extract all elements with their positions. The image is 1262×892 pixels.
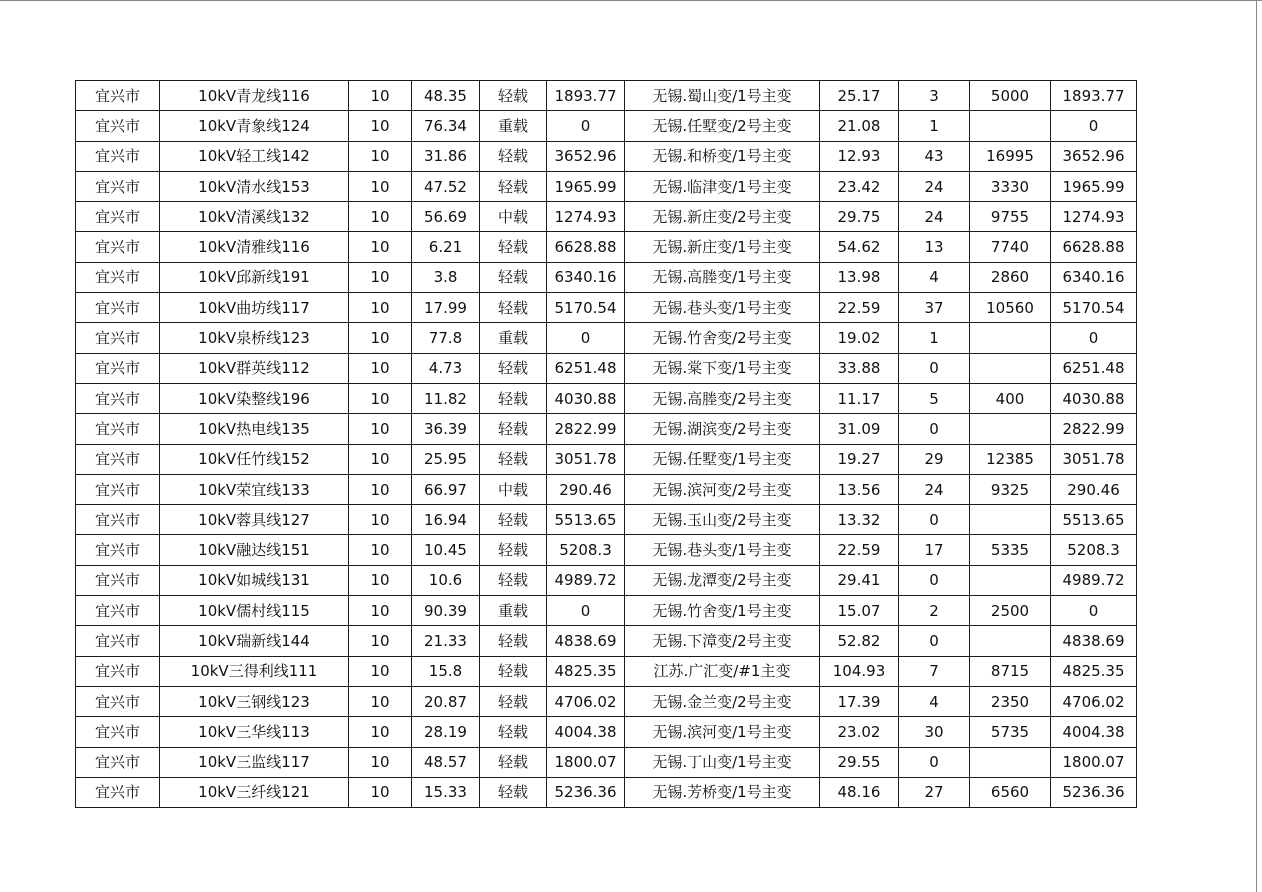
line-name-cell: 10kV邱新线191: [160, 262, 349, 292]
load-status-cell: 轻载: [480, 686, 547, 716]
capacity-cell: [970, 747, 1051, 777]
city-cell: 宜兴市: [76, 353, 160, 383]
line-name-cell: 10kV热电线135: [160, 414, 349, 444]
capacity-margin-cell: 290.46: [547, 474, 625, 504]
table-row: [76, 293, 1137, 323]
capacity-cell: [970, 505, 1051, 535]
transformer-load-cell: 13.56: [820, 474, 899, 504]
city-cell: 宜兴市: [76, 777, 160, 807]
voltage-cell: 10: [349, 81, 412, 111]
transformer-load-cell: 15.07: [820, 596, 899, 626]
capacity-margin-cell: 6340.16: [547, 262, 625, 292]
city-cell: 宜兴市: [76, 383, 160, 413]
count-cell: 13: [899, 232, 970, 262]
load-status-cell: 轻载: [480, 747, 547, 777]
voltage-cell: 10: [349, 717, 412, 747]
transformer-load-cell: 52.82: [820, 626, 899, 656]
margin-cell: 5170.54: [1051, 293, 1137, 323]
table-row: [76, 626, 1137, 656]
capacity-cell: 9755: [970, 202, 1051, 232]
page-right-edge: [1256, 0, 1257, 892]
load-status-cell: 轻载: [480, 565, 547, 595]
city-cell: 宜兴市: [76, 323, 160, 353]
count-cell: 0: [899, 353, 970, 383]
city-cell: 宜兴市: [76, 293, 160, 323]
load-status-cell: 轻载: [480, 656, 547, 686]
voltage-cell: 10: [349, 323, 412, 353]
margin-cell: 0: [1051, 111, 1137, 141]
city-cell: 宜兴市: [76, 626, 160, 656]
capacity-cell: 3330: [970, 171, 1051, 201]
table-body: [76, 81, 1137, 808]
load-status-cell: 轻载: [480, 414, 547, 444]
capacity-margin-cell: 4004.38: [547, 717, 625, 747]
line-name-cell: 10kV曲坊线117: [160, 293, 349, 323]
page-top-edge: [0, 0, 1262, 1]
load-status-cell: 轻载: [480, 505, 547, 535]
transformer-cell: 无锡.竹舍变/1号主变: [625, 596, 820, 626]
load-status-cell: 轻载: [480, 777, 547, 807]
capacity-margin-cell: 3051.78: [547, 444, 625, 474]
transformer-load-cell: 21.08: [820, 111, 899, 141]
count-cell: 0: [899, 414, 970, 444]
load-status-cell: 轻载: [480, 232, 547, 262]
margin-cell: 6628.88: [1051, 232, 1137, 262]
transformer-load-cell: 11.17: [820, 383, 899, 413]
capacity-cell: [970, 111, 1051, 141]
capacity-cell: [970, 323, 1051, 353]
margin-cell: 4004.38: [1051, 717, 1137, 747]
count-cell: 0: [899, 565, 970, 595]
transformer-cell: 无锡.金兰变/2号主变: [625, 686, 820, 716]
load-status-cell: 轻载: [480, 717, 547, 747]
load-rate-cell: 56.69: [412, 202, 480, 232]
voltage-cell: 10: [349, 505, 412, 535]
load-rate-cell: 16.94: [412, 505, 480, 535]
line-name-cell: 10kV蓉具线127: [160, 505, 349, 535]
count-cell: 17: [899, 535, 970, 565]
count-cell: 30: [899, 717, 970, 747]
capacity-cell: 5335: [970, 535, 1051, 565]
transformer-cell: 无锡.竹舍变/2号主变: [625, 323, 820, 353]
table-row: [76, 383, 1137, 413]
city-cell: 宜兴市: [76, 717, 160, 747]
load-rate-cell: 21.33: [412, 626, 480, 656]
capacity-margin-cell: 4825.35: [547, 656, 625, 686]
count-cell: 29: [899, 444, 970, 474]
count-cell: 0: [899, 505, 970, 535]
transformer-cell: 无锡.丁山变/1号主变: [625, 747, 820, 777]
transformer-load-cell: 29.41: [820, 565, 899, 595]
table-row: [76, 81, 1137, 111]
load-rate-cell: 10.6: [412, 565, 480, 595]
line-name-cell: 10kV轻工线142: [160, 141, 349, 171]
voltage-cell: 10: [349, 232, 412, 262]
margin-cell: 0: [1051, 596, 1137, 626]
transformer-cell: 无锡.巷头变/1号主变: [625, 293, 820, 323]
feeder-load-table: [75, 80, 1137, 808]
load-status-cell: 轻载: [480, 626, 547, 656]
count-cell: 27: [899, 777, 970, 807]
voltage-cell: 10: [349, 293, 412, 323]
city-cell: 宜兴市: [76, 686, 160, 716]
capacity-margin-cell: 5208.3: [547, 535, 625, 565]
load-status-cell: 轻载: [480, 353, 547, 383]
capacity-margin-cell: 1965.99: [547, 171, 625, 201]
capacity-cell: 7740: [970, 232, 1051, 262]
line-name-cell: 10kV清雅线116: [160, 232, 349, 262]
transformer-load-cell: 13.32: [820, 505, 899, 535]
count-cell: 5: [899, 383, 970, 413]
capacity-cell: 5000: [970, 81, 1051, 111]
voltage-cell: 10: [349, 565, 412, 595]
line-name-cell: 10kV荣宜线133: [160, 474, 349, 504]
city-cell: 宜兴市: [76, 505, 160, 535]
voltage-cell: 10: [349, 353, 412, 383]
voltage-cell: 10: [349, 535, 412, 565]
table-row: [76, 232, 1137, 262]
city-cell: 宜兴市: [76, 171, 160, 201]
load-rate-cell: 11.82: [412, 383, 480, 413]
count-cell: 1: [899, 323, 970, 353]
margin-cell: 290.46: [1051, 474, 1137, 504]
table-row: [76, 717, 1137, 747]
voltage-cell: 10: [349, 444, 412, 474]
transformer-load-cell: 19.27: [820, 444, 899, 474]
table-row: [76, 565, 1137, 595]
table-row: [76, 535, 1137, 565]
transformer-cell: 无锡.棠下变/1号主变: [625, 353, 820, 383]
table-row: [76, 111, 1137, 141]
load-rate-cell: 31.86: [412, 141, 480, 171]
voltage-cell: 10: [349, 141, 412, 171]
load-rate-cell: 17.99: [412, 293, 480, 323]
capacity-margin-cell: 3652.96: [547, 141, 625, 171]
capacity-margin-cell: 0: [547, 111, 625, 141]
capacity-cell: 6560: [970, 777, 1051, 807]
voltage-cell: 10: [349, 474, 412, 504]
capacity-margin-cell: 6628.88: [547, 232, 625, 262]
table-row: [76, 474, 1137, 504]
margin-cell: 4706.02: [1051, 686, 1137, 716]
city-cell: 宜兴市: [76, 474, 160, 504]
transformer-load-cell: 104.93: [820, 656, 899, 686]
load-status-cell: 轻载: [480, 141, 547, 171]
capacity-cell: 8715: [970, 656, 1051, 686]
load-rate-cell: 15.33: [412, 777, 480, 807]
transformer-load-cell: 23.42: [820, 171, 899, 201]
margin-cell: 6340.16: [1051, 262, 1137, 292]
margin-cell: 4030.88: [1051, 383, 1137, 413]
voltage-cell: 10: [349, 596, 412, 626]
transformer-load-cell: 17.39: [820, 686, 899, 716]
table-row: [76, 414, 1137, 444]
voltage-cell: 10: [349, 262, 412, 292]
city-cell: 宜兴市: [76, 596, 160, 626]
load-rate-cell: 77.8: [412, 323, 480, 353]
margin-cell: 1893.77: [1051, 81, 1137, 111]
transformer-load-cell: 31.09: [820, 414, 899, 444]
transformer-cell: 无锡.新庄变/1号主变: [625, 232, 820, 262]
transformer-load-cell: 12.93: [820, 141, 899, 171]
count-cell: 4: [899, 686, 970, 716]
count-cell: 43: [899, 141, 970, 171]
load-rate-cell: 6.21: [412, 232, 480, 262]
city-cell: 宜兴市: [76, 111, 160, 141]
capacity-margin-cell: 4989.72: [547, 565, 625, 595]
load-rate-cell: 48.57: [412, 747, 480, 777]
load-rate-cell: 20.87: [412, 686, 480, 716]
load-rate-cell: 36.39: [412, 414, 480, 444]
load-status-cell: 轻载: [480, 81, 547, 111]
count-cell: 3: [899, 81, 970, 111]
table-row: [76, 141, 1137, 171]
load-rate-cell: 3.8: [412, 262, 480, 292]
load-status-cell: 轻载: [480, 262, 547, 292]
count-cell: 24: [899, 474, 970, 504]
capacity-margin-cell: 0: [547, 323, 625, 353]
city-cell: 宜兴市: [76, 444, 160, 474]
line-name-cell: 10kV如城线131: [160, 565, 349, 595]
capacity-cell: 5735: [970, 717, 1051, 747]
count-cell: 7: [899, 656, 970, 686]
load-rate-cell: 28.19: [412, 717, 480, 747]
transformer-cell: 无锡.湖滨变/2号主变: [625, 414, 820, 444]
city-cell: 宜兴市: [76, 414, 160, 444]
capacity-margin-cell: 5513.65: [547, 505, 625, 535]
load-rate-cell: 15.8: [412, 656, 480, 686]
load-rate-cell: 48.35: [412, 81, 480, 111]
line-name-cell: 10kV青象线124: [160, 111, 349, 141]
city-cell: 宜兴市: [76, 535, 160, 565]
transformer-cell: 无锡.滨河变/1号主变: [625, 717, 820, 747]
load-status-cell: 重载: [480, 323, 547, 353]
city-cell: 宜兴市: [76, 202, 160, 232]
capacity-margin-cell: 2822.99: [547, 414, 625, 444]
load-rate-cell: 4.73: [412, 353, 480, 383]
capacity-cell: 2350: [970, 686, 1051, 716]
capacity-cell: [970, 353, 1051, 383]
transformer-load-cell: 13.98: [820, 262, 899, 292]
load-status-cell: 重载: [480, 596, 547, 626]
table-row: [76, 686, 1137, 716]
margin-cell: 4989.72: [1051, 565, 1137, 595]
transformer-cell: 无锡.滨河变/2号主变: [625, 474, 820, 504]
margin-cell: 1800.07: [1051, 747, 1137, 777]
line-name-cell: 10kV儒村线115: [160, 596, 349, 626]
line-name-cell: 10kV任竹线152: [160, 444, 349, 474]
city-cell: 宜兴市: [76, 262, 160, 292]
margin-cell: 6251.48: [1051, 353, 1137, 383]
line-name-cell: 10kV瑞新线144: [160, 626, 349, 656]
capacity-cell: 9325: [970, 474, 1051, 504]
capacity-margin-cell: 0: [547, 596, 625, 626]
load-rate-cell: 90.39: [412, 596, 480, 626]
line-name-cell: 10kV泉桥线123: [160, 323, 349, 353]
count-cell: 0: [899, 626, 970, 656]
capacity-cell: [970, 626, 1051, 656]
line-name-cell: 10kV三监线117: [160, 747, 349, 777]
capacity-margin-cell: 4030.88: [547, 383, 625, 413]
transformer-load-cell: 25.17: [820, 81, 899, 111]
city-cell: 宜兴市: [76, 565, 160, 595]
margin-cell: 4825.35: [1051, 656, 1137, 686]
capacity-cell: 400: [970, 383, 1051, 413]
transformer-load-cell: 19.02: [820, 323, 899, 353]
margin-cell: 3652.96: [1051, 141, 1137, 171]
line-name-cell: 10kV三得利线111: [160, 656, 349, 686]
load-status-cell: 重载: [480, 111, 547, 141]
transformer-cell: 无锡.巷头变/1号主变: [625, 535, 820, 565]
capacity-margin-cell: 5236.36: [547, 777, 625, 807]
line-name-cell: 10kV清溪线132: [160, 202, 349, 232]
capacity-margin-cell: 1893.77: [547, 81, 625, 111]
transformer-cell: 无锡.玉山变/2号主变: [625, 505, 820, 535]
capacity-cell: 12385: [970, 444, 1051, 474]
margin-cell: 0: [1051, 323, 1137, 353]
table-row: [76, 202, 1137, 232]
transformer-load-cell: 23.02: [820, 717, 899, 747]
capacity-cell: 2860: [970, 262, 1051, 292]
transformer-cell: 无锡.龙潭变/2号主变: [625, 565, 820, 595]
table-row: [76, 353, 1137, 383]
line-name-cell: 10kV三钢线123: [160, 686, 349, 716]
margin-cell: 5513.65: [1051, 505, 1137, 535]
load-status-cell: 轻载: [480, 535, 547, 565]
city-cell: 宜兴市: [76, 656, 160, 686]
line-name-cell: 10kV三纤线121: [160, 777, 349, 807]
transformer-cell: 无锡.芳桥变/1号主变: [625, 777, 820, 807]
table-row: [76, 747, 1137, 777]
load-status-cell: 轻载: [480, 293, 547, 323]
transformer-cell: 无锡.和桥变/1号主变: [625, 141, 820, 171]
city-cell: 宜兴市: [76, 747, 160, 777]
city-cell: 宜兴市: [76, 141, 160, 171]
transformer-cell: 无锡.高塍变/1号主变: [625, 262, 820, 292]
capacity-cell: 2500: [970, 596, 1051, 626]
capacity-margin-cell: 4706.02: [547, 686, 625, 716]
transformer-cell: 无锡.蜀山变/1号主变: [625, 81, 820, 111]
capacity-cell: [970, 565, 1051, 595]
table-row: [76, 323, 1137, 353]
transformer-load-cell: 33.88: [820, 353, 899, 383]
load-status-cell: 中载: [480, 202, 547, 232]
table-row: [76, 505, 1137, 535]
voltage-cell: 10: [349, 747, 412, 777]
voltage-cell: 10: [349, 686, 412, 716]
count-cell: 4: [899, 262, 970, 292]
voltage-cell: 10: [349, 626, 412, 656]
transformer-load-cell: 29.55: [820, 747, 899, 777]
capacity-margin-cell: 6251.48: [547, 353, 625, 383]
transformer-load-cell: 48.16: [820, 777, 899, 807]
margin-cell: 5208.3: [1051, 535, 1137, 565]
load-rate-cell: 76.34: [412, 111, 480, 141]
voltage-cell: 10: [349, 202, 412, 232]
transformer-cell: 无锡.新庄变/2号主变: [625, 202, 820, 232]
transformer-cell: 无锡.临津变/1号主变: [625, 171, 820, 201]
load-rate-cell: 47.52: [412, 171, 480, 201]
margin-cell: 4838.69: [1051, 626, 1137, 656]
capacity-cell: 16995: [970, 141, 1051, 171]
count-cell: 24: [899, 202, 970, 232]
voltage-cell: 10: [349, 111, 412, 141]
table-row: [76, 656, 1137, 686]
table-row: [76, 171, 1137, 201]
voltage-cell: 10: [349, 777, 412, 807]
line-name-cell: 10kV清水线153: [160, 171, 349, 201]
table-row: [76, 262, 1137, 292]
transformer-cell: 无锡.任墅变/2号主变: [625, 111, 820, 141]
capacity-cell: 10560: [970, 293, 1051, 323]
margin-cell: 5236.36: [1051, 777, 1137, 807]
load-status-cell: 轻载: [480, 383, 547, 413]
margin-cell: 3051.78: [1051, 444, 1137, 474]
capacity-margin-cell: 1274.93: [547, 202, 625, 232]
transformer-load-cell: 22.59: [820, 293, 899, 323]
load-status-cell: 中载: [480, 474, 547, 504]
transformer-cell: 江苏.广汇变/#1主变: [625, 656, 820, 686]
table-row: [76, 777, 1137, 807]
load-rate-cell: 25.95: [412, 444, 480, 474]
count-cell: 0: [899, 747, 970, 777]
load-status-cell: 轻载: [480, 171, 547, 201]
load-rate-cell: 66.97: [412, 474, 480, 504]
voltage-cell: 10: [349, 383, 412, 413]
line-name-cell: 10kV青龙线116: [160, 81, 349, 111]
margin-cell: 1965.99: [1051, 171, 1137, 201]
voltage-cell: 10: [349, 656, 412, 686]
line-name-cell: 10kV染整线196: [160, 383, 349, 413]
count-cell: 37: [899, 293, 970, 323]
margin-cell: 2822.99: [1051, 414, 1137, 444]
count-cell: 1: [899, 111, 970, 141]
capacity-margin-cell: 1800.07: [547, 747, 625, 777]
transformer-load-cell: 29.75: [820, 202, 899, 232]
capacity-margin-cell: 5170.54: [547, 293, 625, 323]
line-name-cell: 10kV群英线112: [160, 353, 349, 383]
transformer-cell: 无锡.任墅变/1号主变: [625, 444, 820, 474]
transformer-cell: 无锡.高塍变/2号主变: [625, 383, 820, 413]
voltage-cell: 10: [349, 171, 412, 201]
load-status-cell: 轻载: [480, 444, 547, 474]
transformer-cell: 无锡.下漳变/2号主变: [625, 626, 820, 656]
count-cell: 2: [899, 596, 970, 626]
capacity-margin-cell: 4838.69: [547, 626, 625, 656]
transformer-load-cell: 54.62: [820, 232, 899, 262]
table-row: [76, 596, 1137, 626]
city-cell: 宜兴市: [76, 232, 160, 262]
load-rate-cell: 10.45: [412, 535, 480, 565]
line-name-cell: 10kV三华线113: [160, 717, 349, 747]
city-cell: 宜兴市: [76, 81, 160, 111]
line-name-cell: 10kV融达线151: [160, 535, 349, 565]
table-row: [76, 444, 1137, 474]
count-cell: 24: [899, 171, 970, 201]
voltage-cell: 10: [349, 414, 412, 444]
transformer-load-cell: 22.59: [820, 535, 899, 565]
margin-cell: 1274.93: [1051, 202, 1137, 232]
capacity-cell: [970, 414, 1051, 444]
